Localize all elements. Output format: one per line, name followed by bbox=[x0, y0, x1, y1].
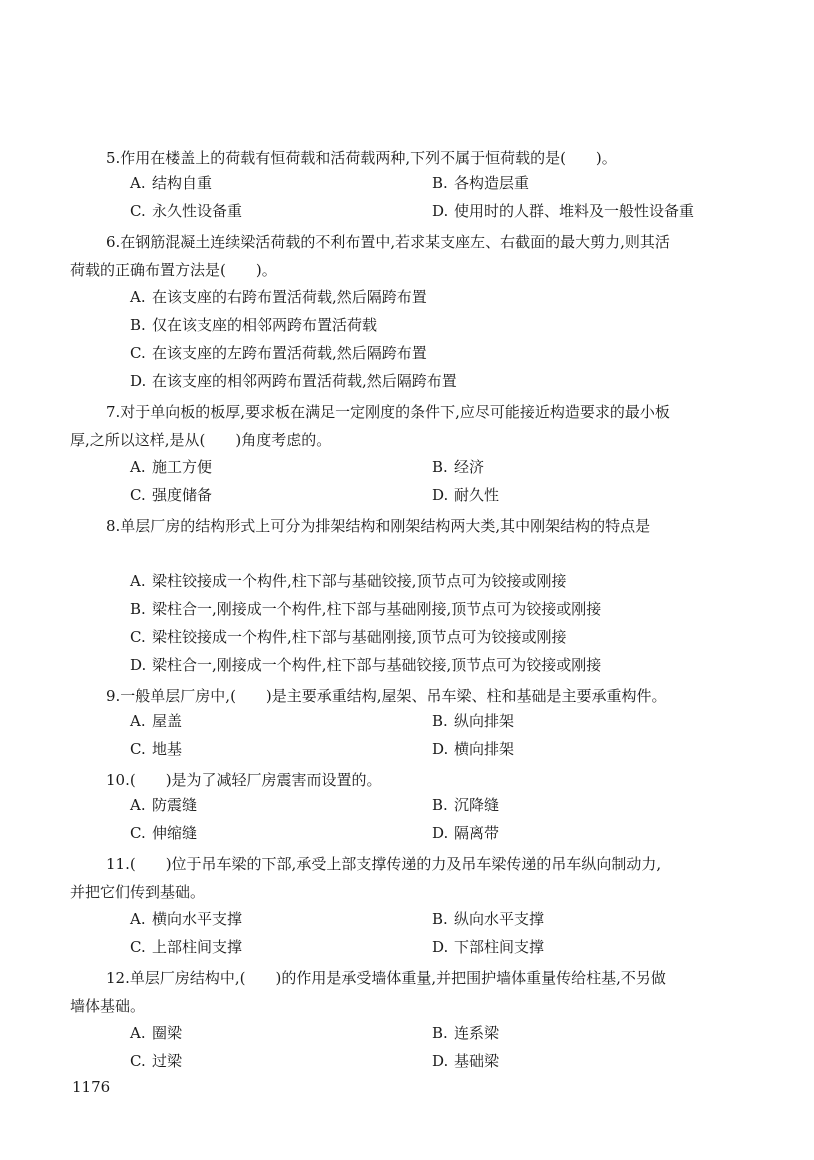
option-a bbox=[130, 456, 212, 477]
question-stem bbox=[70, 228, 750, 284]
option-d bbox=[432, 738, 514, 759]
option-d bbox=[130, 370, 457, 391]
question-stem bbox=[70, 964, 750, 1020]
stem-line: 7.对于单向板的板厚,要求板在满足一定刚度的条件下,应尽可能接近构造要求的最小板 bbox=[106, 403, 670, 421]
option-text: 上部柱间支撑 bbox=[152, 938, 243, 956]
option-d bbox=[432, 1050, 499, 1071]
option-letter: A. bbox=[130, 712, 146, 730]
option-b bbox=[432, 456, 484, 477]
option-text: 梁柱铰接成一个构件,柱下部与基础刚接,顶节点可为铰接或刚接 bbox=[152, 628, 567, 646]
option-letter: D. bbox=[432, 824, 449, 842]
option-text: 强度储备 bbox=[152, 486, 213, 504]
option-letter: B. bbox=[130, 600, 146, 618]
option-d bbox=[130, 654, 601, 675]
option-letter: B. bbox=[432, 174, 448, 192]
stem-line: 厚,之所以这样,是从( )角度考虑的。 bbox=[70, 431, 332, 449]
stem-line: 并把它们传到基础。 bbox=[70, 883, 206, 901]
option-text: 永久性设备重 bbox=[152, 202, 243, 220]
option-letter: D. bbox=[432, 938, 449, 956]
option-text: 屋盖 bbox=[152, 712, 183, 730]
option-text: 仅在该支座的相邻两跨布置活荷载 bbox=[152, 316, 378, 334]
option-letter: B. bbox=[432, 712, 448, 730]
option-text: 结构自重 bbox=[152, 174, 213, 192]
option-text: 下部柱间支撑 bbox=[454, 938, 545, 956]
option-letter: B. bbox=[432, 1024, 448, 1042]
option-text: 基础梁 bbox=[454, 1052, 500, 1070]
option-letter: D. bbox=[130, 372, 147, 390]
option-text: 隔离带 bbox=[454, 824, 500, 842]
option-letter: C. bbox=[130, 938, 146, 956]
option-a bbox=[130, 710, 182, 731]
option-c bbox=[130, 1050, 182, 1071]
option-text: 使用时的人群、堆料及一般性设备重 bbox=[454, 202, 695, 220]
stem-line: 5.作用在楼盖上的荷载有恒荷载和活荷载两种,下列不属于恒荷载的是( )。 bbox=[106, 149, 617, 167]
option-a bbox=[130, 172, 212, 193]
option-letter: C. bbox=[130, 1052, 146, 1070]
option-b bbox=[432, 794, 499, 815]
option-letter: C. bbox=[130, 344, 146, 362]
stem-line: 6.在钢筋混凝土连续梁活荷载的不利布置中,若求某支座左、右截面的最大剪力,则其活 bbox=[106, 233, 670, 251]
stem-line: 10.( )是为了减轻厂房震害而设置的。 bbox=[106, 771, 382, 789]
option-letter: A. bbox=[130, 1024, 146, 1042]
option-b bbox=[130, 598, 601, 619]
option-d bbox=[432, 936, 544, 957]
option-letter: C. bbox=[130, 202, 146, 220]
option-letter: B. bbox=[432, 910, 448, 928]
option-letter: B. bbox=[130, 316, 146, 334]
question-stem bbox=[70, 144, 750, 172]
option-letter: A. bbox=[130, 174, 146, 192]
option-c bbox=[130, 936, 242, 957]
option-text: 沉降缝 bbox=[454, 796, 500, 814]
option-text: 梁柱合一,刚接成一个构件,柱下部与基础铰接,顶节点可为铰接或刚接 bbox=[152, 656, 602, 674]
option-letter: A. bbox=[130, 796, 146, 814]
option-a bbox=[130, 570, 567, 591]
option-text: 防震缝 bbox=[152, 796, 198, 814]
option-text: 在该支座的左跨布置活荷载,然后隔跨布置 bbox=[152, 344, 427, 362]
option-text: 梁柱合一,刚接成一个构件,柱下部与基础刚接,顶节点可为铰接或刚接 bbox=[152, 600, 602, 618]
option-letter: A. bbox=[130, 458, 146, 476]
option-letter: A. bbox=[130, 288, 146, 306]
option-letter: D. bbox=[130, 656, 147, 674]
option-letter: A. bbox=[130, 572, 146, 590]
option-text: 在该支座的右跨布置活荷载,然后隔跨布置 bbox=[152, 288, 427, 306]
stem-line: 8.单层厂房的结构形式上可分为排架结构和刚架结构两大类,其中刚架结构的特点是 bbox=[106, 517, 651, 535]
option-d bbox=[432, 484, 499, 505]
option-c bbox=[130, 822, 197, 843]
option-b bbox=[432, 172, 529, 193]
option-text: 横向水平支撑 bbox=[152, 910, 243, 928]
option-text: 纵向水平支撑 bbox=[454, 910, 545, 928]
option-a bbox=[130, 286, 427, 307]
option-letter: C. bbox=[130, 628, 146, 646]
option-text: 连系梁 bbox=[454, 1024, 500, 1042]
option-text: 过梁 bbox=[152, 1052, 183, 1070]
option-c bbox=[130, 342, 427, 363]
option-b bbox=[432, 1022, 499, 1043]
question-stem bbox=[70, 398, 750, 454]
option-b bbox=[130, 314, 377, 335]
option-letter: B. bbox=[432, 458, 448, 476]
option-text: 伸缩缝 bbox=[152, 824, 198, 842]
option-c bbox=[130, 738, 182, 759]
option-letter: C. bbox=[130, 824, 146, 842]
option-d bbox=[432, 822, 499, 843]
option-letter: D. bbox=[432, 740, 449, 758]
option-text: 地基 bbox=[152, 740, 183, 758]
page-number: 1176 bbox=[72, 1078, 111, 1096]
option-letter: B. bbox=[432, 796, 448, 814]
option-text: 耐久性 bbox=[454, 486, 500, 504]
option-text: 施工方便 bbox=[152, 458, 213, 476]
option-letter: D. bbox=[432, 486, 449, 504]
option-c bbox=[130, 484, 212, 505]
option-letter: D. bbox=[432, 202, 449, 220]
option-text: 各构造层重 bbox=[454, 174, 530, 192]
option-c bbox=[130, 200, 242, 221]
option-a bbox=[130, 908, 242, 929]
option-d bbox=[432, 200, 694, 221]
option-letter: C. bbox=[130, 486, 146, 504]
stem-line: 11.( )位于吊车梁的下部,承受上部支撑传递的力及吊车梁传递的吊车纵向制动力, bbox=[106, 855, 662, 873]
option-a bbox=[130, 794, 197, 815]
option-letter: A. bbox=[130, 910, 146, 928]
question-stem bbox=[70, 850, 750, 906]
question-stem bbox=[70, 766, 750, 794]
question-stem bbox=[70, 682, 750, 710]
stem-line: 墙体基础。 bbox=[70, 997, 146, 1015]
option-letter: D. bbox=[432, 1052, 449, 1070]
option-b bbox=[432, 908, 544, 929]
question-stem bbox=[70, 512, 750, 540]
option-text: 圈梁 bbox=[152, 1024, 183, 1042]
option-a bbox=[130, 1022, 182, 1043]
option-b bbox=[432, 710, 514, 731]
stem-line: 12.单层厂房结构中,( )的作用是承受墙体重量,并把围护墙体重量传给柱基,不另做 bbox=[106, 969, 666, 987]
stem-line: 荷载的正确布置方法是( )。 bbox=[70, 261, 277, 279]
option-text: 纵向排架 bbox=[454, 712, 515, 730]
option-text: 在该支座的相邻两跨布置活荷载,然后隔跨布置 bbox=[152, 372, 457, 390]
option-text: 梁柱铰接成一个构件,柱下部与基础铰接,顶节点可为铰接或刚接 bbox=[152, 572, 567, 590]
option-text: 经济 bbox=[454, 458, 485, 476]
option-text: 横向排架 bbox=[454, 740, 515, 758]
stem-line: 9.一般单层厂房中,( )是主要承重结构,屋架、吊车梁、柱和基础是主要承重构件。 bbox=[106, 687, 667, 705]
option-letter: C. bbox=[130, 740, 146, 758]
option-c bbox=[130, 626, 567, 647]
